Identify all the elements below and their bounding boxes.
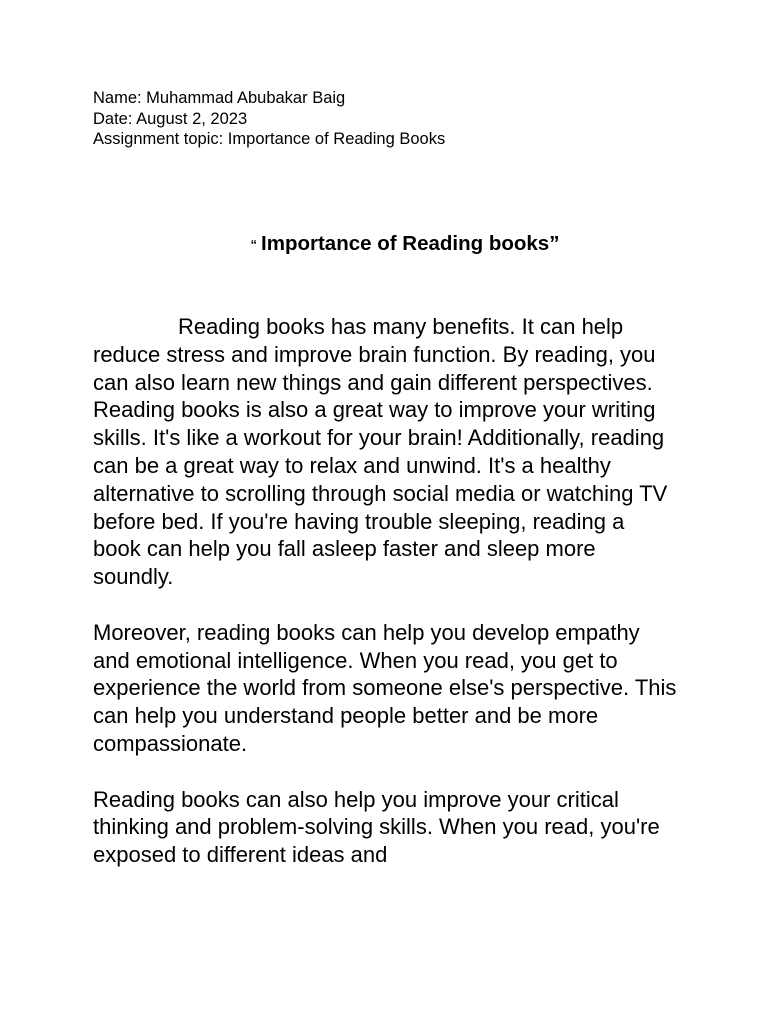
body-paragraph: Reading books has many benefits. It can help reduce stress and improve brain function. By reading, you can also learn new things and gain different perspectives. Reading books is also a great way to improve your writing skills. It's like a workout for your brain! Additionally, reading can be a great way to relax and unwind. It's a healthy alternative to scrolling through social media or watching TV before bed. If you're having trouble sleeping, reading a book can help you fall asleep faster and sleep more soundly. (93, 314, 668, 590)
title-open-quote: “ (250, 237, 258, 252)
author-name: Name: Muhammad Abubakar Baig (93, 89, 346, 107)
assignment-header (93, 88, 713, 150)
body-paragraph: Moreover, reading books can help you develop empathy and emotional intelligence. When you read, you get to experience the world from someone else's perspective. This can help you understand people better and be more compassionate. (93, 619, 677, 756)
body-paragraph: Reading books can also help you improve your critical thinking and problem-solving skills. When you read, you're exposed to different ideas and (93, 786, 660, 868)
assignment-topic: Assignment topic: Importance of Reading Books (93, 130, 446, 148)
assignment-date: Date: August 2, 2023 (93, 109, 248, 128)
essay-title (0, 230, 768, 259)
title-text: Importance of Reading books” (261, 232, 560, 255)
essay-body (93, 313, 678, 1024)
